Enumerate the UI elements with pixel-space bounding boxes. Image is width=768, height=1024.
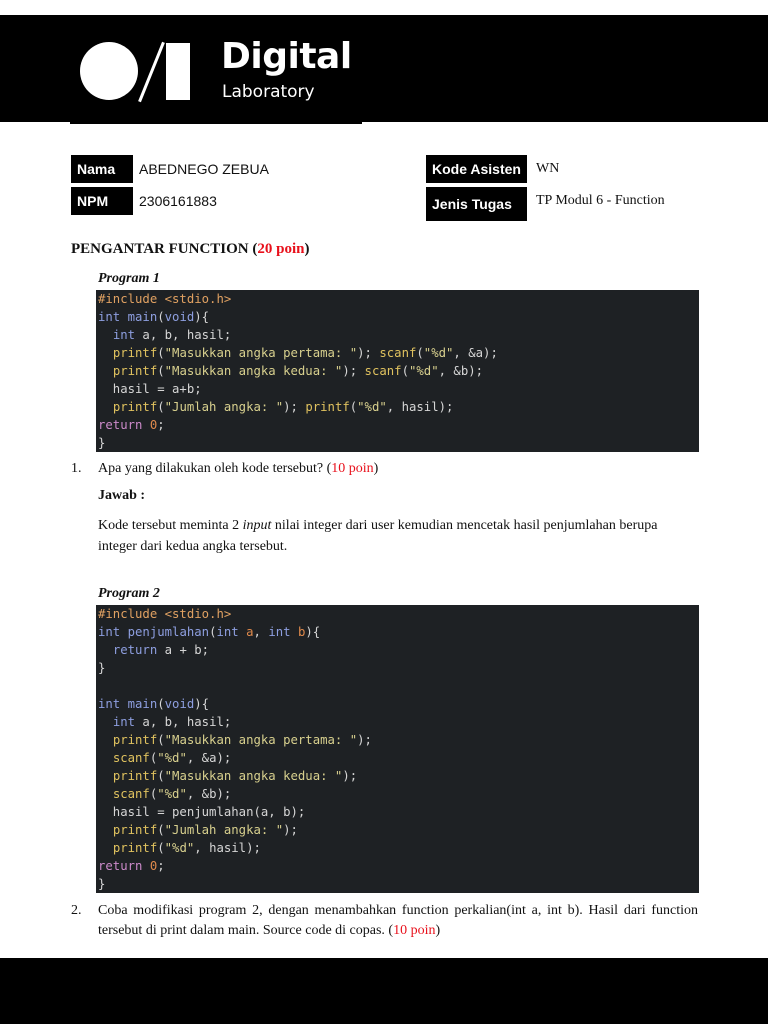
program2-code-block	[96, 605, 699, 893]
code-line: return 0;	[98, 859, 165, 873]
section-points: 20 poin	[257, 241, 305, 257]
code-line: printf("Masukkan angka pertama: "); scanf("%d", &a);	[112, 346, 498, 360]
question1-points: 10 poin	[331, 461, 374, 476]
brand-title: Digital	[221, 36, 352, 77]
question2-close: )	[435, 923, 441, 938]
code-line: printf("Jumlah angka: ");	[112, 823, 298, 837]
question2-prompt: Coba modifikasi program 2, dengan menambahkan function perkalian(int a, int b). Hasil dari function tersebut di print dalam main. Source code di copas. (	[98, 903, 698, 938]
code-line: int penjumlahan(int a, int b){	[98, 625, 321, 639]
kode-asisten-value: WN	[536, 161, 560, 176]
code-line: }	[98, 661, 106, 675]
code-line: int main(void){	[98, 310, 210, 324]
program2-label: Program 2	[98, 586, 160, 601]
answer-italic: input	[242, 518, 272, 533]
answer-label: Jawab :	[98, 488, 146, 503]
code-line: printf("Jumlah angka: "); printf("%d", hasil);	[112, 400, 454, 414]
logo-circle-icon	[80, 42, 138, 100]
npm-label: NPM	[71, 187, 133, 215]
code-line: int a, b, hasil;	[112, 715, 232, 729]
question1-prompt: Apa yang dilakukan oleh kode tersebut? (	[98, 461, 332, 476]
code-line	[98, 290, 697, 308]
brand-subtitle: Laboratory	[222, 82, 315, 102]
code-token: #include <stdio.h>	[98, 607, 232, 621]
code-line: }	[98, 436, 106, 450]
program1-code-block	[96, 290, 699, 452]
jenis-tugas-label: Jenis Tugas	[426, 187, 527, 221]
footer-band	[0, 958, 768, 1024]
code-line	[98, 677, 697, 695]
question2-number: 2.	[71, 903, 82, 918]
npm-value: 2306161883	[139, 193, 217, 209]
code-line: int main(void){	[98, 697, 210, 711]
code-line: printf("%d", hasil);	[112, 841, 261, 855]
code-token: #include <stdio.h>	[98, 292, 232, 306]
code-line: printf("Masukkan angka kedua: ");	[112, 769, 358, 783]
question1-close: )	[373, 461, 379, 476]
question2-points: 10 poin	[393, 923, 436, 938]
code-line: scanf("%d", &a);	[112, 751, 232, 765]
code-line: hasil = a+b;	[98, 382, 202, 396]
code-line: printf("Masukkan angka kedua: "); scanf("%d", &b);	[112, 364, 484, 378]
program1-label: Program 1	[98, 271, 160, 286]
section-title: PENGANTAR FUNCTION (	[71, 241, 258, 257]
code-line: int a, b, hasil;	[112, 328, 232, 342]
code-line: printf("Masukkan angka pertama: ");	[112, 733, 372, 747]
code-line: return a + b;	[112, 643, 210, 657]
logo-bar-icon	[166, 43, 190, 100]
code-line	[98, 605, 697, 623]
nama-label: Nama	[71, 155, 133, 183]
code-line: hasil = penjumlahan(a, b);	[98, 805, 306, 819]
question1-text	[98, 459, 698, 479]
nama-value: ABEDNEGO ZEBUA	[139, 161, 269, 177]
answer-part: Kode tersebut meminta 2	[98, 518, 243, 533]
header-underline	[70, 122, 362, 124]
code-line: }	[98, 877, 106, 891]
jenis-tugas-value: TP Modul 6 - Function	[536, 193, 665, 208]
section-heading	[71, 241, 310, 258]
question1-number: 1.	[71, 461, 82, 476]
answer-text	[98, 515, 698, 557]
question2-text	[98, 901, 698, 941]
code-line: return 0;	[98, 418, 165, 432]
code-line: scanf("%d", &b);	[112, 787, 232, 801]
kode-asisten-label: Kode Asisten	[426, 155, 527, 183]
answer-part: nilai integer dari user kemudian mencetak hasil penjumlahan berupa integer dari kedua angka tersebut.	[98, 518, 658, 554]
section-close: )	[304, 241, 310, 257]
